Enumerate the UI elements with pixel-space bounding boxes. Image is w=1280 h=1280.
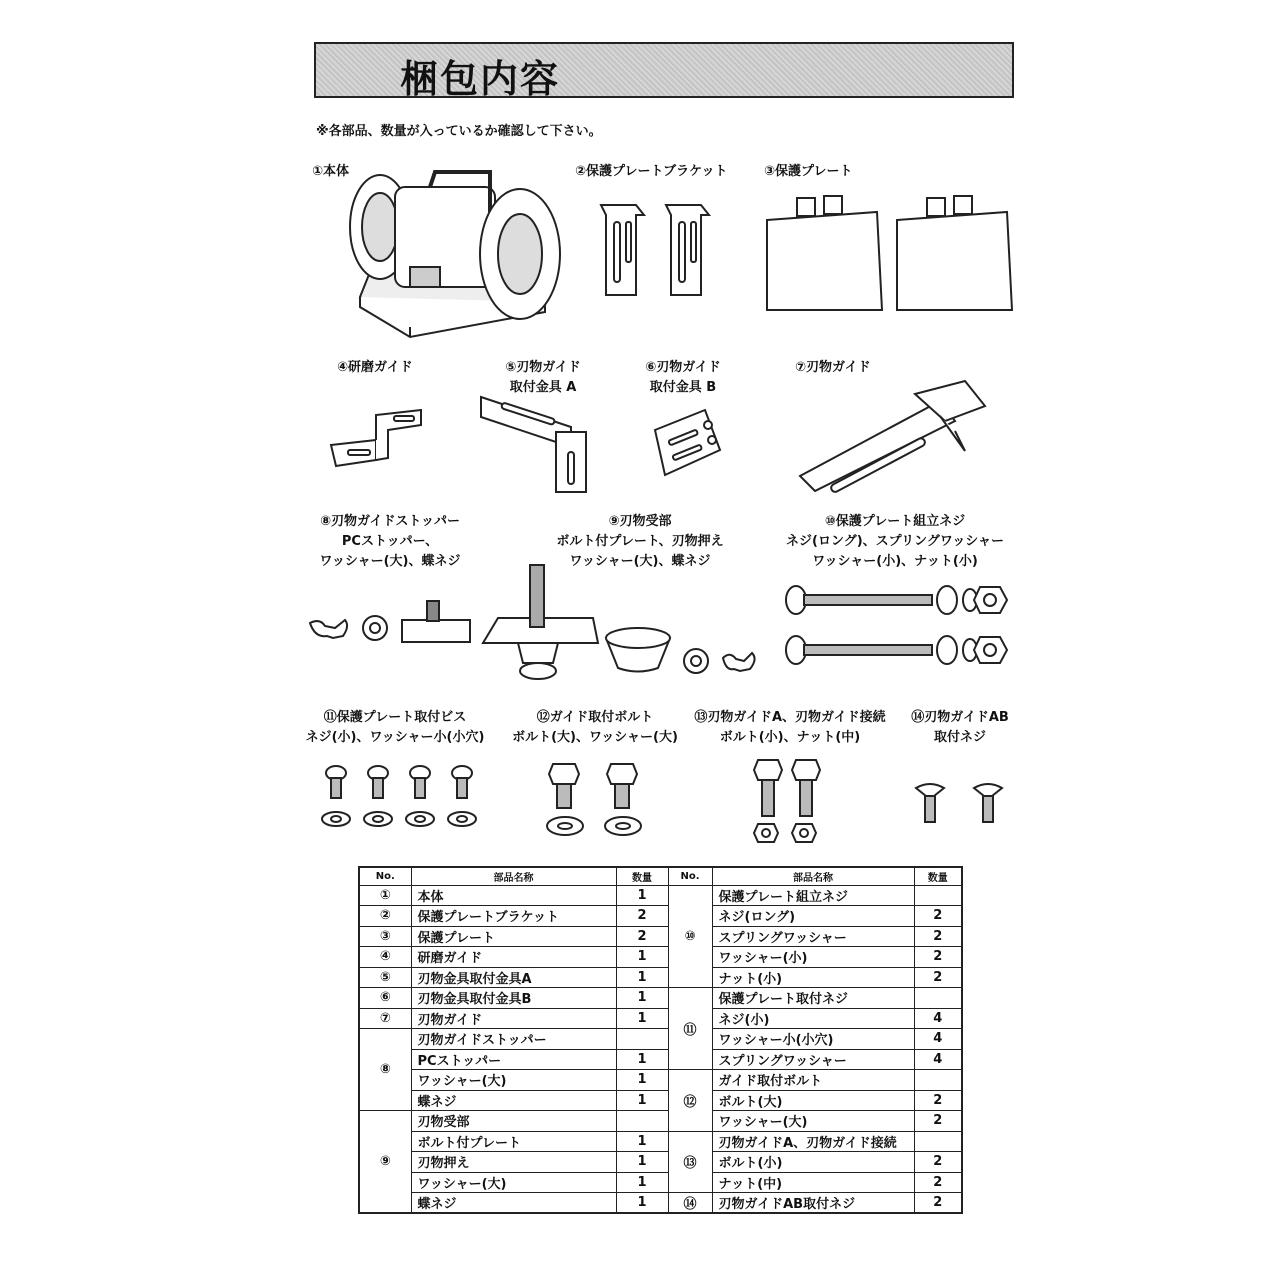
row-name: ボルト付プレート (411, 1131, 616, 1152)
row-qty: 1 (616, 1008, 668, 1029)
row-name: ワッシャー(大) (411, 1070, 616, 1091)
row-no: ① (359, 885, 411, 906)
row-qty: 2 (914, 906, 962, 927)
row-qty: 2 (914, 1152, 962, 1173)
row-name: 刃物金具取付金具A (411, 967, 616, 988)
row-name: 保護プレート (411, 926, 616, 947)
title-banner (314, 42, 1014, 101)
row-name: 刃物金具取付金具B (411, 988, 616, 1009)
row-no: ⑪ (668, 988, 712, 1070)
plate-bracket-illustration (596, 200, 726, 300)
row-qty (914, 1131, 962, 1152)
row-name: 蝶ネジ (411, 1090, 616, 1111)
row-qty: 2 (616, 906, 668, 927)
row-qty (616, 1029, 668, 1050)
row-no: ⑩ (668, 885, 712, 988)
row-no: ⑨ (359, 1111, 411, 1214)
label-part-11-line-1: ⑪保護プレート取付ビス (323, 710, 467, 725)
guide-bracket-b-illustration (650, 405, 725, 480)
row-qty: 1 (616, 1172, 668, 1193)
label-part-6-line-2: 取付金具 B (649, 380, 717, 395)
label-part-12-line-1: ⑫ガイド取付ボルト (536, 710, 654, 725)
label-part-9-line-2: ボルト付プレート、刃物押え (556, 534, 724, 549)
row-qty: 2 (616, 926, 668, 947)
label-part-8 (300, 512, 480, 572)
row-name: 本体 (411, 885, 616, 906)
row-name: 刃物ガイドストッパー (411, 1029, 616, 1050)
page-title: 梱包内容 (400, 57, 561, 101)
row-name: ナット(中) (712, 1172, 914, 1193)
row-qty: 2 (914, 947, 962, 968)
table-row (359, 1152, 962, 1173)
blade-guide-illustration (790, 376, 990, 494)
guide-stopper-illustration (305, 598, 475, 653)
guide-mount-bolt-illustration (543, 760, 658, 840)
label-part-10-line-2: ネジ(ロング)、スプリングワッシャー (786, 534, 1004, 549)
row-no: ⑦ (359, 1008, 411, 1029)
table-row (359, 1070, 962, 1091)
check-note: ※各部品、数量が入っているか確認して下さい。 (316, 124, 602, 139)
label-part-5-line-2: 取付金具 A (509, 380, 577, 395)
row-name: 保護プレート組立ネジ (712, 885, 914, 906)
bench-grinder-illustration (340, 172, 565, 342)
header-no-left: No. (359, 867, 411, 885)
header-qty-right: 数量 (914, 867, 962, 885)
row-name: 研磨ガイド (411, 947, 616, 968)
header-name-right: 部品名称 (712, 867, 914, 885)
table-row (359, 885, 962, 906)
table-row (359, 906, 962, 927)
plate-mount-screw-illustration (318, 763, 483, 833)
label-part-8-line-2: PCストッパー、 (341, 534, 439, 549)
table-row (359, 1090, 962, 1111)
row-qty: 1 (616, 1152, 668, 1173)
label-part-2: ②保護プレートブラケット (575, 164, 728, 179)
header-qty-left: 数量 (616, 867, 668, 885)
table-row (359, 1008, 962, 1029)
label-part-10-line-1: ⑩保護プレート組立ネジ (824, 514, 966, 529)
label-part-12 (505, 708, 685, 748)
table-row (359, 1111, 962, 1132)
row-qty: 1 (616, 1131, 668, 1152)
row-name: ボルト(大) (712, 1090, 914, 1111)
row-qty: 1 (616, 1193, 668, 1214)
label-part-12-line-2: ボルト(大)、ワッシャー(大) (512, 730, 678, 745)
label-part-1: ①本体 (312, 164, 350, 179)
row-qty: 1 (616, 1070, 668, 1091)
row-name: ワッシャー小(小穴) (712, 1029, 914, 1050)
table-row (359, 1193, 962, 1214)
table-row (359, 1049, 962, 1070)
table-header-row (359, 867, 962, 885)
table-row (359, 1029, 962, 1050)
row-qty: 2 (914, 1193, 962, 1214)
row-name: 刃物ガイドAB取付ネジ (712, 1193, 914, 1214)
row-name: スプリングワッシャー (712, 926, 914, 947)
row-qty: 2 (914, 1172, 962, 1193)
row-name: 刃物押え (411, 1152, 616, 1173)
row-name: ボルト(小) (712, 1152, 914, 1173)
label-part-6 (638, 358, 728, 398)
label-part-3: ③保護プレート (764, 164, 853, 179)
row-name: ワッシャー(大) (411, 1172, 616, 1193)
row-name: 保護プレートブラケット (411, 906, 616, 927)
row-no: ⑭ (668, 1193, 712, 1214)
row-qty: 1 (616, 1090, 668, 1111)
row-qty (914, 988, 962, 1009)
header-name-left: 部品名称 (411, 867, 616, 885)
label-part-8-line-3: ワッシャー(大)、蝶ネジ (319, 554, 461, 569)
label-part-14-line-1: ⑭刃物ガイドAB (911, 710, 1009, 725)
row-qty: 1 (616, 947, 668, 968)
row-name: ネジ(ロング) (712, 906, 914, 927)
blade-rest-illustration (478, 563, 768, 688)
row-qty (616, 1111, 668, 1132)
row-name: ワッシャー(小) (712, 947, 914, 968)
grinding-guide-illustration (326, 400, 426, 470)
label-part-6-line-1: ⑥刃物ガイド (645, 360, 721, 375)
row-qty (914, 885, 962, 906)
guide-connect-bolt-illustration (748, 756, 833, 846)
row-no: ⑬ (668, 1131, 712, 1193)
row-no: ③ (359, 926, 411, 947)
label-part-8-line-1: ⑧刃物ガイドストッパー (319, 514, 461, 529)
row-qty: 4 (914, 1029, 962, 1050)
row-name: 蝶ネジ (411, 1193, 616, 1214)
header-no-right: No. (668, 867, 712, 885)
label-part-9-line-3: ワッシャー(大)、蝶ネジ (569, 554, 711, 569)
row-qty (914, 1070, 962, 1091)
row-qty: 4 (914, 1049, 962, 1070)
guide-bracket-a-illustration (476, 392, 596, 494)
label-part-4: ④研磨ガイド (337, 360, 413, 375)
row-qty: 1 (616, 967, 668, 988)
protection-plate-illustration (762, 190, 1020, 315)
row-no: ④ (359, 947, 411, 968)
row-name: ワッシャー(大) (712, 1111, 914, 1132)
row-no: ⑥ (359, 988, 411, 1009)
row-name: ネジ(小) (712, 1008, 914, 1029)
row-qty: 4 (914, 1008, 962, 1029)
row-qty: 1 (616, 885, 668, 906)
row-qty: 2 (914, 1090, 962, 1111)
row-name: ガイド取付ボルト (712, 1070, 914, 1091)
row-name: スプリングワッシャー (712, 1049, 914, 1070)
label-part-9-line-1: ⑨刃物受部 (608, 514, 672, 529)
row-name: 保護プレート取付ネジ (712, 988, 914, 1009)
row-no: ⑧ (359, 1029, 411, 1111)
parts-table (358, 866, 963, 1214)
plate-assembly-screw-illustration (782, 575, 1022, 675)
row-qty: 2 (914, 926, 962, 947)
row-no: ⑫ (668, 1070, 712, 1132)
row-name: ナット(小) (712, 967, 914, 988)
row-name: 刃物ガイド (411, 1008, 616, 1029)
table-row (359, 988, 962, 1009)
row-name: PCストッパー (411, 1049, 616, 1070)
label-part-11-line-2: ネジ(小)、ワッシャー小(小穴) (305, 730, 485, 745)
table-row (359, 926, 962, 947)
table-row (359, 1172, 962, 1193)
label-part-11 (300, 708, 490, 748)
row-qty: 2 (914, 967, 962, 988)
row-name: 刃物ガイドA、刃物ガイド接続 (712, 1131, 914, 1152)
row-qty: 2 (914, 1111, 962, 1132)
table-row (359, 1131, 962, 1152)
label-part-7: ⑦刃物ガイド (795, 360, 871, 375)
label-part-10-line-3: ワッシャー(小)、ナット(小) (812, 554, 978, 569)
label-part-10 (780, 512, 1010, 572)
label-part-13 (685, 708, 895, 748)
row-no: ② (359, 906, 411, 927)
label-part-14-line-2: 取付ネジ (933, 730, 986, 745)
label-part-13-line-1: ⑬刃物ガイドA、刃物ガイド接続 (694, 710, 886, 725)
table-row (359, 967, 962, 988)
label-part-5-line-1: ⑤刃物ガイド (505, 360, 581, 375)
label-part-13-line-2: ボルト(小)、ナット(中) (719, 730, 861, 745)
row-no: ⑤ (359, 967, 411, 988)
row-qty: 1 (616, 1049, 668, 1070)
guide-ab-screw-illustration (912, 780, 1012, 825)
label-part-14 (895, 708, 1025, 748)
row-name: 刃物受部 (411, 1111, 616, 1132)
table-row (359, 947, 962, 968)
row-qty: 1 (616, 988, 668, 1009)
